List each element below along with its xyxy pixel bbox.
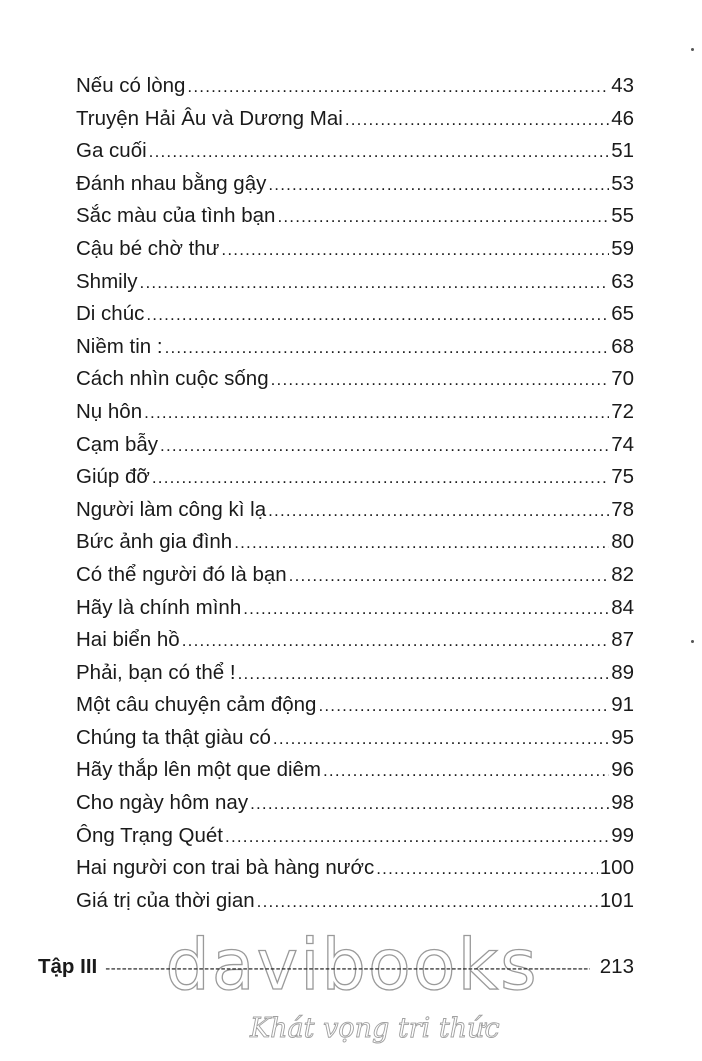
toc-entry[interactable] (76, 494, 634, 527)
toc-entry[interactable] (76, 461, 634, 494)
toc-entry-title: Giúp đỡ (76, 465, 150, 489)
toc-entry[interactable] (76, 722, 634, 755)
toc-entry-page: 59 (611, 236, 634, 260)
dot-leader (144, 397, 609, 430)
toc-entry-page: 96 (611, 758, 634, 782)
toc-entry-title: Nếu có lòng (76, 74, 186, 97)
toc-entry-title: Truyện Hải Âu và Dương Mai (76, 106, 343, 130)
toc-entry-page: 101 (599, 888, 634, 912)
dot-leader (146, 299, 609, 332)
dot-leader (234, 527, 609, 560)
toc-entry[interactable] (76, 429, 634, 462)
toc-entry[interactable] (76, 559, 634, 592)
dot-leader (243, 593, 609, 626)
toc-entry-title: Chúng ta thật giàu có (76, 725, 271, 749)
dot-leader (250, 788, 609, 821)
toc-entry[interactable] (76, 852, 634, 885)
toc-entry-title: Phải, bạn có thể ! (76, 660, 236, 684)
toc-entry-title: Cạm bẫy (76, 432, 159, 456)
toc-entry[interactable] (76, 298, 634, 331)
dot-leader (277, 201, 609, 234)
toc-entry-title: Shmily (76, 269, 138, 293)
toc-entry[interactable] (76, 103, 634, 136)
dot-leader (221, 234, 609, 267)
toc-entry-title: Hai người con trai bà hàng nước (76, 856, 375, 880)
toc-entry-page: 46 (611, 106, 634, 130)
toc-entry-page: 82 (611, 562, 634, 586)
toc-entry-title: Có thể người đó là bạn (76, 562, 287, 586)
toc-entry-page: 51 (611, 139, 634, 163)
toc-entry-page: 89 (611, 660, 634, 684)
toc-entry-page: 74 (611, 432, 634, 456)
toc-entry[interactable] (76, 657, 634, 690)
toc-entry[interactable] (76, 526, 634, 559)
toc-entry-page: 87 (611, 628, 634, 652)
toc-entry[interactable] (76, 266, 634, 299)
toc-entry-page: 72 (611, 399, 634, 423)
toc-entry-page: 43 (611, 74, 634, 97)
dot-leader (165, 332, 610, 365)
toc-entry[interactable] (76, 754, 634, 787)
dot-leader (318, 690, 609, 723)
dot-leader (225, 821, 609, 854)
scan-speck (691, 640, 694, 643)
toc-entry-page: 78 (611, 497, 634, 521)
toc-entry[interactable] (76, 233, 634, 266)
toc-entry[interactable] (76, 885, 634, 918)
part-page: 213 (599, 955, 634, 978)
dot-leader (238, 658, 610, 691)
dot-leader (289, 560, 610, 593)
toc-entry[interactable] (76, 624, 634, 657)
toc-entry-title: Người làm công kì lạ (76, 497, 267, 521)
dot-leader (345, 104, 609, 137)
dot-leader (182, 625, 609, 658)
toc-entry-title: Cậu bé chờ thư (76, 236, 220, 260)
toc-entry-page: 63 (611, 269, 634, 293)
dot-leader (160, 430, 609, 463)
dot-leader (149, 136, 610, 169)
toc-entry-page: 100 (599, 856, 634, 880)
toc-entry-title: Hãy là chính mình (76, 595, 242, 619)
watermark-tagline: Khát vọng tri thức (250, 1013, 500, 1044)
dot-leader (257, 886, 598, 919)
toc-entry-title: Giá trị của thời gian (76, 888, 255, 912)
dot-leader (268, 169, 609, 202)
dot-leader (323, 755, 609, 788)
dot-leader (376, 853, 598, 886)
toc-entry[interactable] (76, 592, 634, 625)
toc-entry-page: 99 (611, 823, 634, 847)
toc-entry-title: Sắc màu của tình bạn (76, 204, 276, 228)
toc-entry[interactable] (76, 363, 634, 396)
dot-leader (268, 495, 609, 528)
toc-entry[interactable] (76, 200, 634, 233)
toc-entry-title: Hai biển hồ (76, 628, 180, 652)
toc-entry-page: 95 (611, 725, 634, 749)
toc-entry-page: 70 (611, 367, 634, 391)
dot-leader (152, 462, 609, 495)
toc-entry-page: 65 (611, 302, 634, 326)
toc-entry-title: Di chúc (76, 302, 145, 326)
toc-entry-page: 55 (611, 204, 634, 228)
part-entry[interactable] (38, 955, 634, 979)
toc-entry-page: 53 (611, 171, 634, 195)
toc-entry-title: Ga cuối (76, 139, 147, 163)
toc-entry[interactable] (76, 70, 634, 103)
toc-entry-title: Nụ hôn (76, 399, 143, 423)
dot-leader (271, 364, 610, 397)
toc-entry-title: Bức ảnh gia đình (76, 530, 233, 554)
toc-entry[interactable] (76, 689, 634, 722)
toc-entry-title: Hãy thắp lên một que diêm (76, 758, 321, 782)
dash-leader (105, 960, 590, 977)
toc-entry[interactable] (76, 787, 634, 820)
toc-entry-page: 84 (611, 595, 634, 619)
part-label: Tập III (38, 955, 98, 978)
watermark-brand: davibooks (165, 924, 539, 1006)
scan-speck (691, 48, 694, 51)
toc-entry-title: Cách nhìn cuộc sống (76, 367, 269, 391)
toc-entry-title: Cho ngày hôm nay (76, 791, 249, 815)
toc-entry-page: 75 (611, 465, 634, 489)
toc-entry-title: Niềm tin : (76, 334, 163, 358)
toc-entry-title: Một câu chuyện cảm động (76, 693, 317, 717)
toc-entry[interactable] (76, 168, 634, 201)
dot-leader (140, 267, 610, 300)
dot-leader (187, 71, 609, 104)
toc-entry-title: Đánh nhau bằng gậy (76, 171, 267, 195)
toc-entry-page: 80 (611, 530, 634, 554)
toc-entry[interactable] (76, 331, 634, 364)
dot-leader (273, 723, 609, 756)
toc-entry[interactable] (76, 396, 634, 429)
toc-entry-page: 68 (611, 334, 634, 358)
toc-entry-page: 98 (611, 791, 634, 815)
toc-entry-page: 91 (611, 693, 634, 717)
toc-entry[interactable] (76, 820, 634, 853)
toc-entry[interactable] (76, 135, 634, 168)
table-of-contents (76, 70, 634, 917)
toc-entry-title: Ông Trạng Quét (76, 823, 224, 847)
